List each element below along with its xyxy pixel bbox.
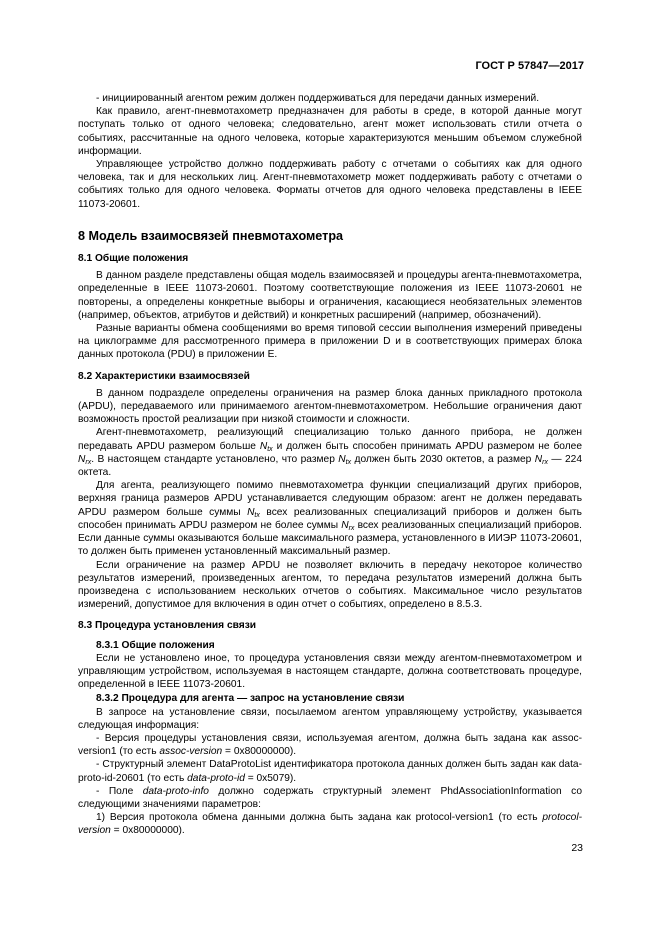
section-8-1-heading: 8.1 Общие положения [78,253,189,265]
section-8-2-paragraph-3 [78,479,582,558]
italic-term: protocol-version [78,812,582,837]
symbol-n: N [338,453,346,465]
subscript-rx: rx [542,458,548,466]
subscript-rx: rx [85,458,92,466]
subscript-rx: rx [348,524,355,532]
text-run: должно содержать структурный элемент PhdAssociationInformation со следующими значениями параметров: [78,785,582,810]
subscript-tx: tx [254,511,260,519]
section-8-2-paragraph-2 [78,426,582,479]
section-8-3-2-heading: 8.3.2 Процедура для агента — запрос на установление связи [96,693,405,705]
italic-term: assoc-version [159,746,223,758]
text-run: - Структурный элемент DataProtoList идентификатора протокола данных должен быть задан как data-proto-id-20601 (то есть [78,759,582,784]
text-run: и должен быть способен принимать APDU размером не более [272,440,583,452]
section-8-heading: 8 Модель взаимосвязей пневмотахометра [78,228,344,243]
text-run: = 0x80000000). [222,746,297,758]
intro-paragraph-3: Управляющее устройство должно поддерживать работу с отчетами о событиях как для одного человека, так и для нескольких лиц. Агент-пневмотахометр может поддерживать работу с отчетами о событиях только для одного человека. Форматы отчетов для одного человека представлены в IEEE 11073-20601. [78,159,582,210]
section-8-1-paragraph-2: Разные варианты обмена сообщениями во время типовой сессии выполнения измерений приведены на циклограмме для рассмотренного примера в приложении D и в соответствующих примерах блока данных протокола (PDU) в приложении Е. [78,323,582,361]
subscript-tx: tx [345,458,352,466]
symbol-n: N [534,453,543,465]
symbol-n: N [341,519,349,531]
text-run: = 0x5079). [244,772,297,784]
section-8-1-paragraph-1: В данном разделе представлены общая модель взаимосвязей и процедуры агента-пневмотахометра, определенные в IEEE 11073-20601. Поэтому соответствующие положения из IEEE 11073-20601 не повторены, а определены конкретные выборы и ограничения, касающиеся необязательных элементов (например, объектов, атрибутов и действий) и конкретных расширений (например, обозначений). [78,270,582,321]
section-8-3-2-item-data-proto-info [78,785,582,811]
intro-paragraph-2: Как правило, агент-пневмотахометр предназначен для работы в среде, в которой данные могут поступать только от одного человека; следовательно, агент может использовать стили отчета о событиях, рассчитанные на одного человека, которые характеризуются меньшим объемом служебной информации. [78,106,582,157]
section-8-3-2-item-data-proto-list [78,758,582,784]
document-id: ГОСТ Р 57847—2017 [475,60,584,72]
section-8-3-heading: 8.3 Процедура установления связи [78,620,257,632]
text-run: всех реализованных специализаций приборов. Если данные суммы оказываются больше максимального размера, установленного в ИИЭР 11073-20601, то должен быть применен установленный максимальный размер. [78,519,583,558]
symbol-n: N [78,453,86,465]
text-run: - Поле [96,785,143,797]
text-run: - Версия процедуры установления связи, используемая агентом, должна быть задана как assoc-version1 (то есть [78,732,582,758]
section-8-3-1-paragraph: Если не установлено иное, то процедура установления связи между агентом-пневмотахометром и управляющим устройством, используемая в настоящем стандарте, должна соответствовать процедуре, определенной в IEEE 11073-20601. [78,652,582,691]
text-run: = 0x80000000). [110,825,185,837]
text-run: — 224 октета. [78,453,582,479]
intro-paragraph-1: - инициированный агентом режим должен поддерживаться для передачи данных измерений. [96,93,540,104]
section-8-2-paragraph-4: Если ограничение на размер APDU не позволяет включить в передачу некоторое количество результатов измерений, произведенных агентом, то передача результатов измерений должна быть произведена с использованием нескольких отчетов о событиях. Максимальное число результатов измерений, допустимое для включения в один отчет о событиях, определено в 8.5.3. [78,559,582,611]
section-8-3-2-paragraph-1: В запросе на установление связи, посылаемом агентом управляющему устройству, указывается следующая информация: [78,706,582,731]
section-8-2-paragraph-1: В данном подразделе определены ограничения на размер блока данных прикладного протокола (APDU), передаваемого или принимаемого агентом-пневмотахометром. Небольшие ограничения дают возможность простой реализации при низкой стоимости и сложности. [78,387,582,426]
text-run: Агент-пневмотахометр, реализующий специализацию только данного прибора, не должен передавать APDU размером больше [78,427,582,452]
section-8-3-2-item-protocol-version [78,811,582,837]
subscript-tx: tx [267,445,273,453]
text-run: Для агента, реализующего помимо пневмотахометра функции специализаций других приборов, верхняя граница размеров APDU устанавливается следующим образом: агент не должен передавать APDU размером больше суммы [78,480,582,518]
symbol-n: N [247,506,255,518]
symbol-n: N [259,440,268,452]
page-number: 23 [571,842,583,854]
italic-term: data-proto-id [187,772,245,784]
section-8-2-heading: 8.2 Характеристики взаимосвязей [78,370,250,382]
section-8-3-1-heading: 8.3.1 Общие положения [96,639,215,651]
italic-term: data-proto-info [142,785,209,797]
section-8-3-2-item-assoc-version [78,732,582,758]
text-run: . В настоящем стандарте установлено, что размер [91,453,339,465]
text-run: всех реализованных специализаций приборов и должен быть способен принимать APDU размером не более суммы [78,506,582,531]
page-content [78,92,582,838]
text-run: 1) Версия протокола обмена данными должна быть задана как protocol-version1 (то есть [96,812,543,824]
text-run: должен быть 2030 октетов, а размер [351,453,535,465]
